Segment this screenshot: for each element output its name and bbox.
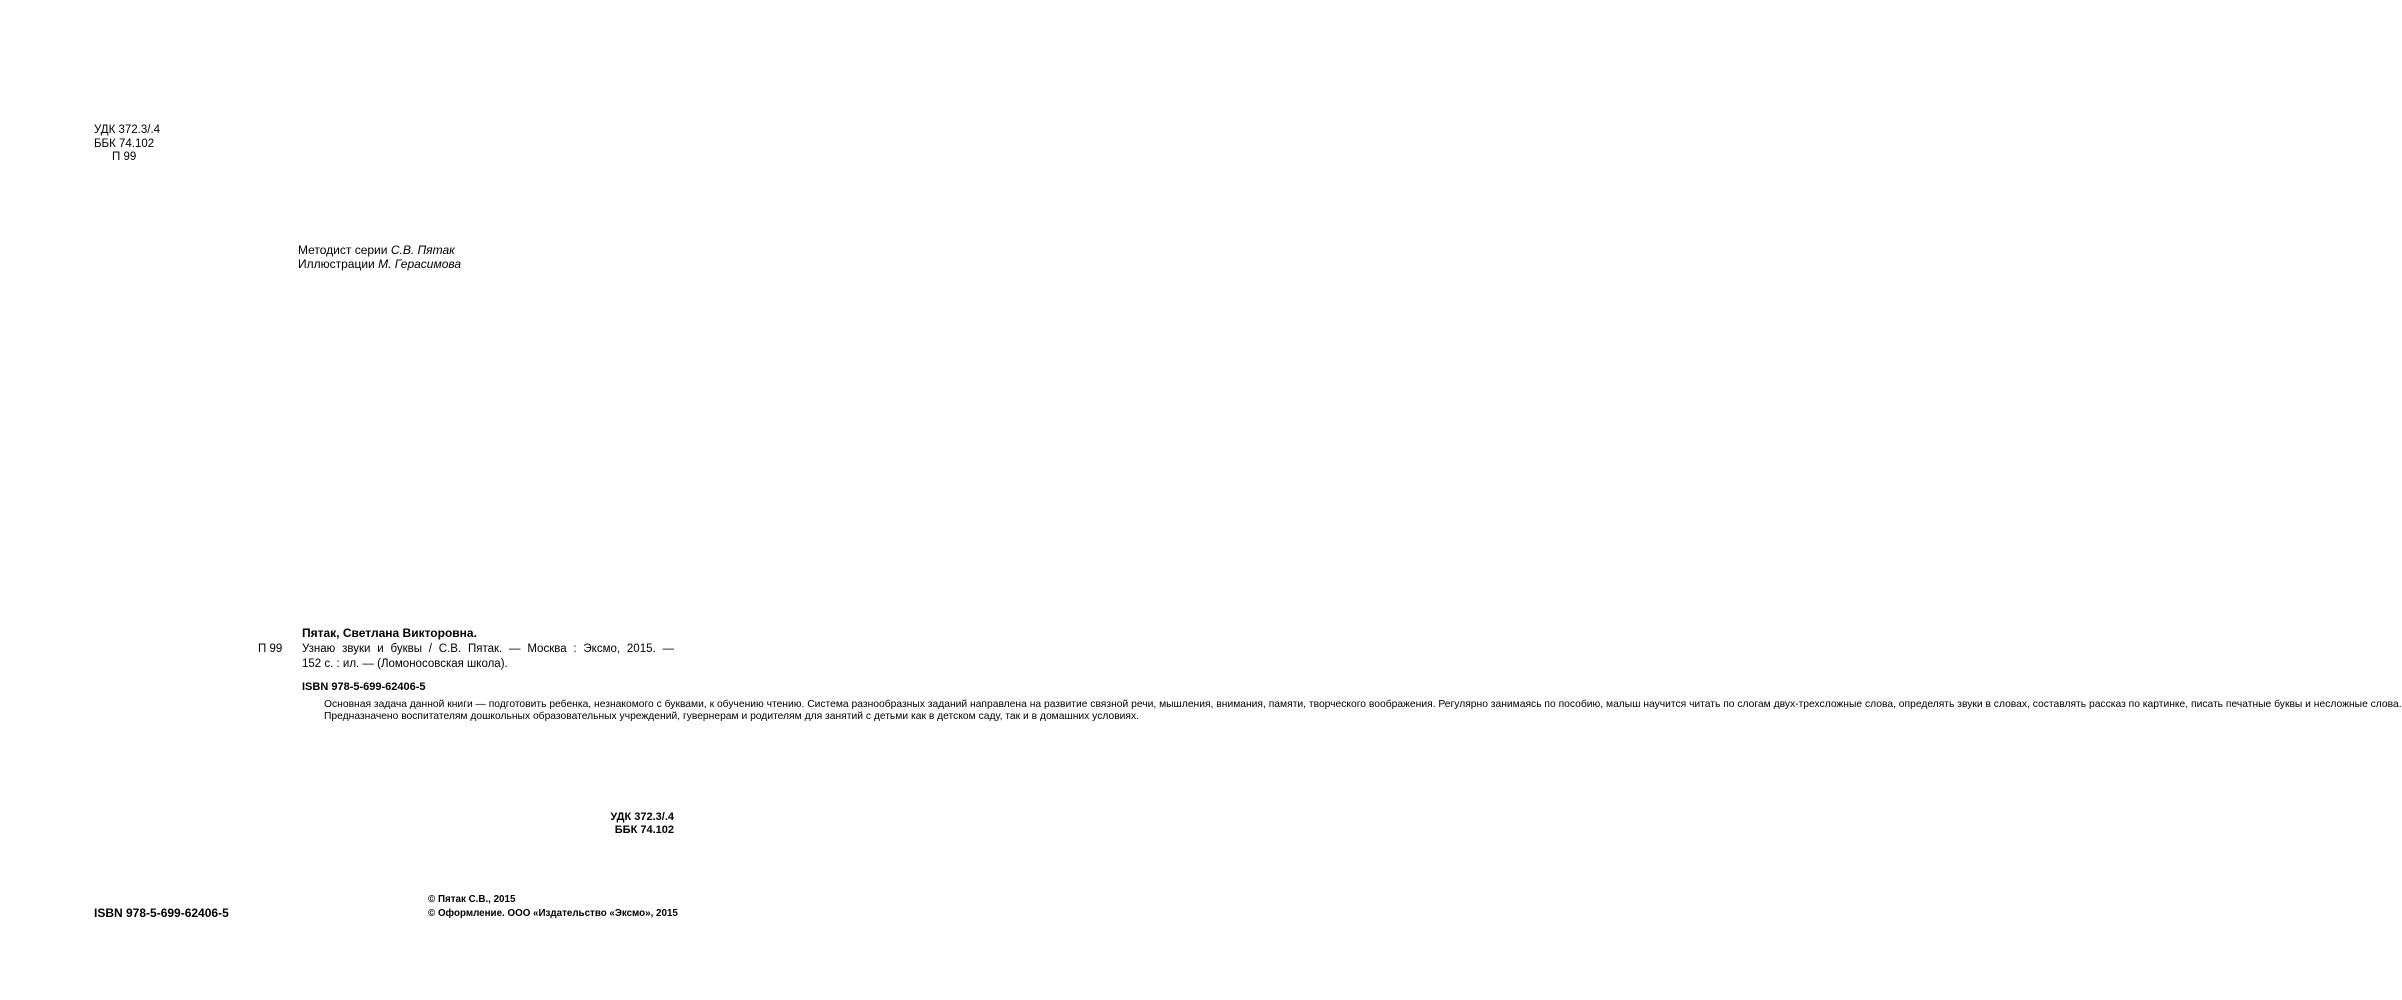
record-author-sign: П 99 <box>258 643 283 655</box>
top-classification-codes <box>94 124 160 165</box>
record-bbk-code: ББК 74.102 <box>614 824 674 836</box>
copyright-design: © Оформление. ООО «Издательство «Эксмо», 2015 <box>428 908 678 919</box>
top-bbk-code: ББК 74.102 <box>94 137 155 150</box>
methodist-credit <box>298 243 461 257</box>
footer-isbn: ISBN 978-5-699-62406-5 <box>94 906 229 920</box>
record-annotation <box>302 699 2402 723</box>
record-udk-code: УДК 372.3/.4 <box>610 811 674 823</box>
methodist-label: Методист серии <box>298 243 388 257</box>
record-isbn: ISBN 978-5-699-62406-5 <box>302 681 426 693</box>
record-classification-codes <box>610 811 674 837</box>
record-title-line: Узнаю звуки и буквы / С.В. Пятак. — Москва : Эксмо, 2015. — <box>302 643 674 655</box>
annotation-paragraph: Предназначено воспитателям дошкольных образовательных учреждений, гувернерам и родителям для занятий с детьми как в детском саду, так и в домашних условиях. <box>324 711 1140 723</box>
series-credits <box>298 243 461 271</box>
copyright-author: © Пятак С.В., 2015 <box>428 894 516 905</box>
annotation-paragraph: Основная задача данной книги — подготовить ребенка, незнакомого с буквами, к обучению чтению. Система разнообразных заданий направлена на развитие связной речи, мышления, внимания, памяти, творческого воображения. Регулярно занимаясь по пособию, малыш научится читать по слогам двух-трехсложные слова, определять звуки в словах, составлять рассказ по картинке, писать печатные буквы и несложные слова. <box>324 699 2402 710</box>
top-udk-code: УДК 372.3/.4 <box>94 124 161 136</box>
illustrations-label: Иллюстрации <box>298 257 375 271</box>
illustrations-credit <box>298 257 461 271</box>
record-physical-description: 152 с. : ил. — (Ломоносовская школа). <box>302 658 508 670</box>
copyright-block <box>428 893 678 921</box>
illustrations-name: М. Герасимова <box>378 257 462 271</box>
top-author-sign: П 99 <box>112 151 137 163</box>
record-author-heading: Пятак, Светлана Викторовна. <box>302 626 477 640</box>
methodist-name: С.В. Пятак <box>390 243 455 257</box>
